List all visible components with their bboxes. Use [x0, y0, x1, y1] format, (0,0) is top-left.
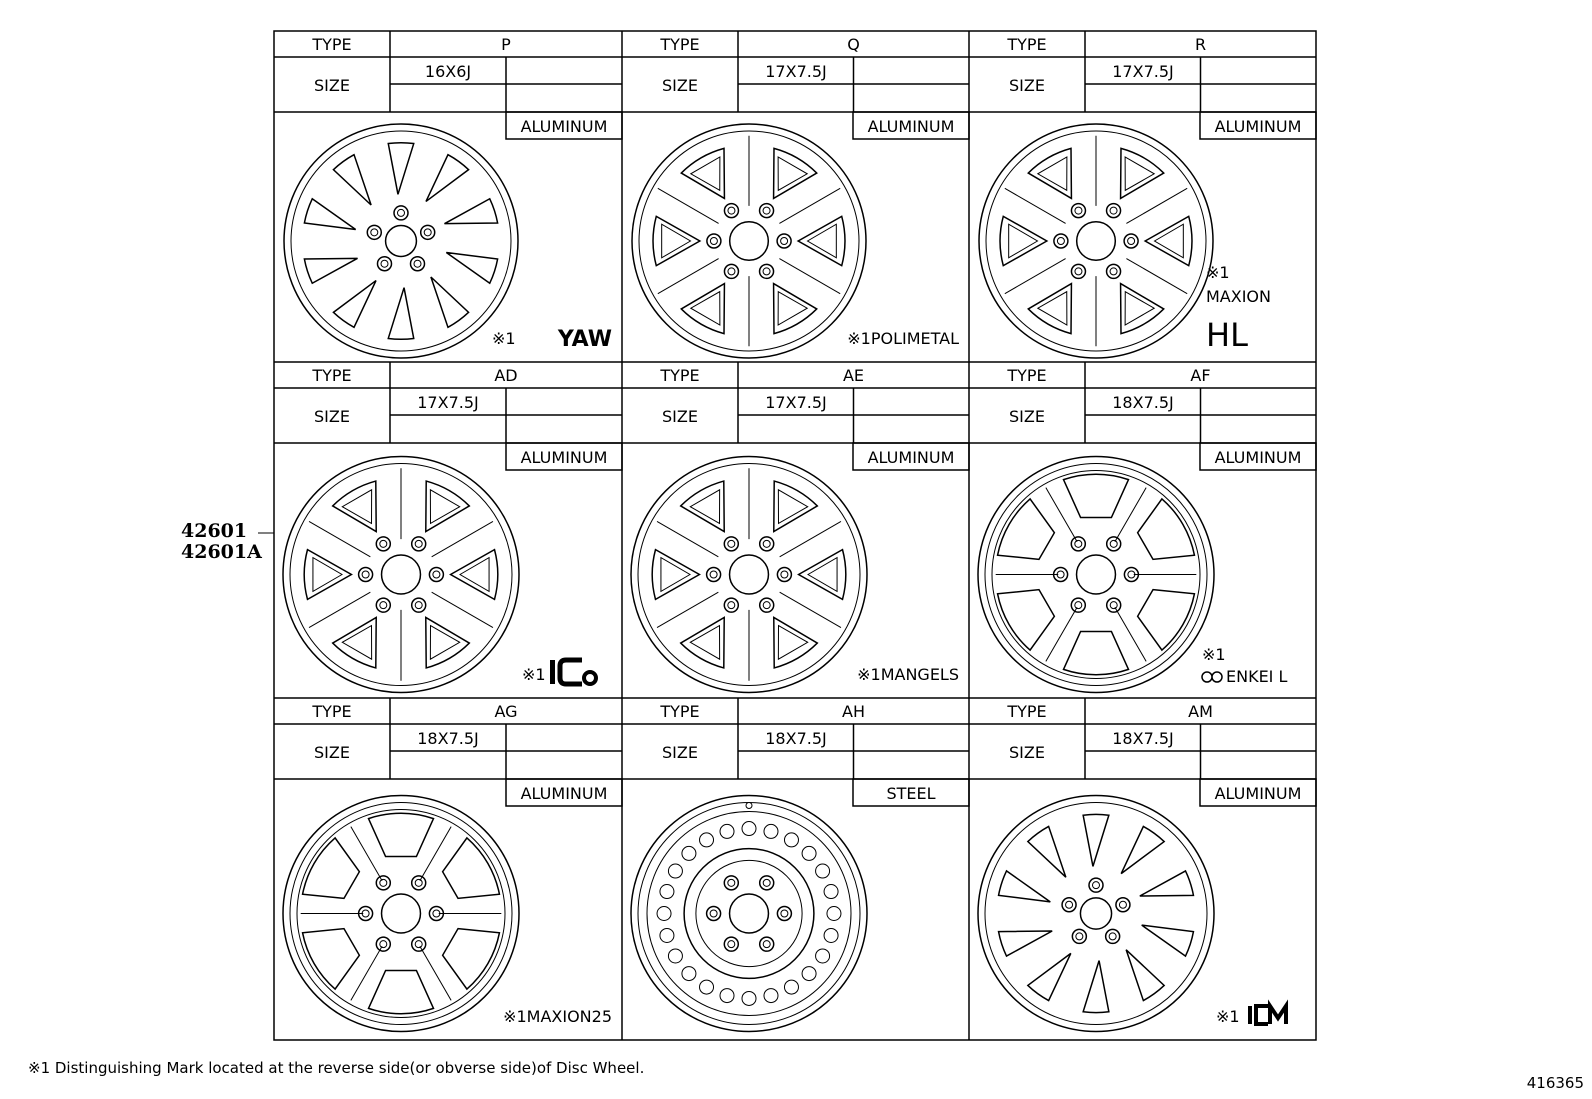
mark-prefix: ※1	[492, 329, 516, 348]
size-label: SIZE	[662, 76, 698, 95]
mark-logo: YAW	[557, 327, 612, 352]
size-value: 18X7.5J	[1112, 729, 1174, 748]
type-label: TYPE	[312, 35, 352, 54]
size-value: 18X7.5J	[765, 729, 827, 748]
size-label: SIZE	[314, 76, 350, 95]
type-value: R	[1194, 35, 1207, 54]
type-label: TYPE	[312, 702, 352, 721]
material-label: ALUMINUM	[1214, 784, 1302, 803]
type-value: Q	[847, 35, 860, 54]
type-value: P	[501, 35, 511, 54]
type-value: AG	[494, 702, 518, 721]
size-value: 17X7.5J	[765, 62, 827, 81]
distinguishing-mark	[503, 1007, 612, 1026]
type-label: TYPE	[312, 366, 352, 385]
size-label: SIZE	[1009, 76, 1045, 95]
size-label: SIZE	[1009, 407, 1045, 426]
size-label: SIZE	[662, 407, 698, 426]
material-label: ALUMINUM	[520, 117, 608, 136]
material-label: ALUMINUM	[1214, 448, 1302, 467]
material-label: STEEL	[886, 784, 936, 803]
size-value: 18X7.5J	[417, 729, 479, 748]
size-value: 17X7.5J	[765, 393, 827, 412]
size-label: SIZE	[662, 743, 698, 762]
part-number-secondary: 42601A	[181, 541, 262, 563]
size-value: 16X6J	[424, 62, 472, 81]
footnote: ※1 Distinguishing Mark located at the reverse side(or obverse side)of Disc Wheel.	[28, 1059, 645, 1077]
part-number-primary: 42601	[181, 520, 248, 542]
type-value: AH	[842, 702, 865, 721]
size-label: SIZE	[314, 407, 350, 426]
mark-sub: HL	[1206, 316, 1248, 354]
distinguishing-mark	[857, 665, 959, 684]
type-value: AE	[842, 366, 865, 385]
figure-id: 416365	[1526, 1074, 1584, 1092]
mark-text: ※1MAXION25	[503, 1007, 612, 1026]
size-value: 17X7.5J	[1112, 62, 1174, 81]
mark-prefix: ※1	[1202, 645, 1226, 664]
size-label: SIZE	[314, 743, 350, 762]
type-label: TYPE	[1007, 366, 1047, 385]
size-value: 17X7.5J	[417, 393, 479, 412]
type-value: AF	[1190, 366, 1211, 385]
type-label: TYPE	[1007, 702, 1047, 721]
mark-prefix: ※1	[1216, 1007, 1240, 1026]
mark-text: ENKEI L	[1226, 667, 1288, 686]
mark-text: ※1MANGELS	[857, 665, 959, 684]
type-label: TYPE	[1007, 35, 1047, 54]
mark-text: MAXION	[1206, 287, 1271, 306]
material-label: ALUMINUM	[520, 448, 608, 467]
type-label: TYPE	[660, 35, 700, 54]
type-value: AM	[1188, 702, 1213, 721]
size-label: SIZE	[1009, 743, 1045, 762]
material-label: ALUMINUM	[867, 448, 955, 467]
type-value: AD	[494, 366, 518, 385]
material-label: ALUMINUM	[867, 117, 955, 136]
material-label: ALUMINUM	[1214, 117, 1302, 136]
size-value: 18X7.5J	[1112, 393, 1174, 412]
material-label: ALUMINUM	[520, 784, 608, 803]
type-label: TYPE	[660, 366, 700, 385]
mark-prefix: ※1	[1206, 263, 1230, 282]
type-label: TYPE	[660, 702, 700, 721]
mark-text: ※1POLIMETAL	[847, 329, 959, 348]
mark-prefix: ※1	[522, 665, 546, 684]
distinguishing-mark	[847, 329, 959, 348]
